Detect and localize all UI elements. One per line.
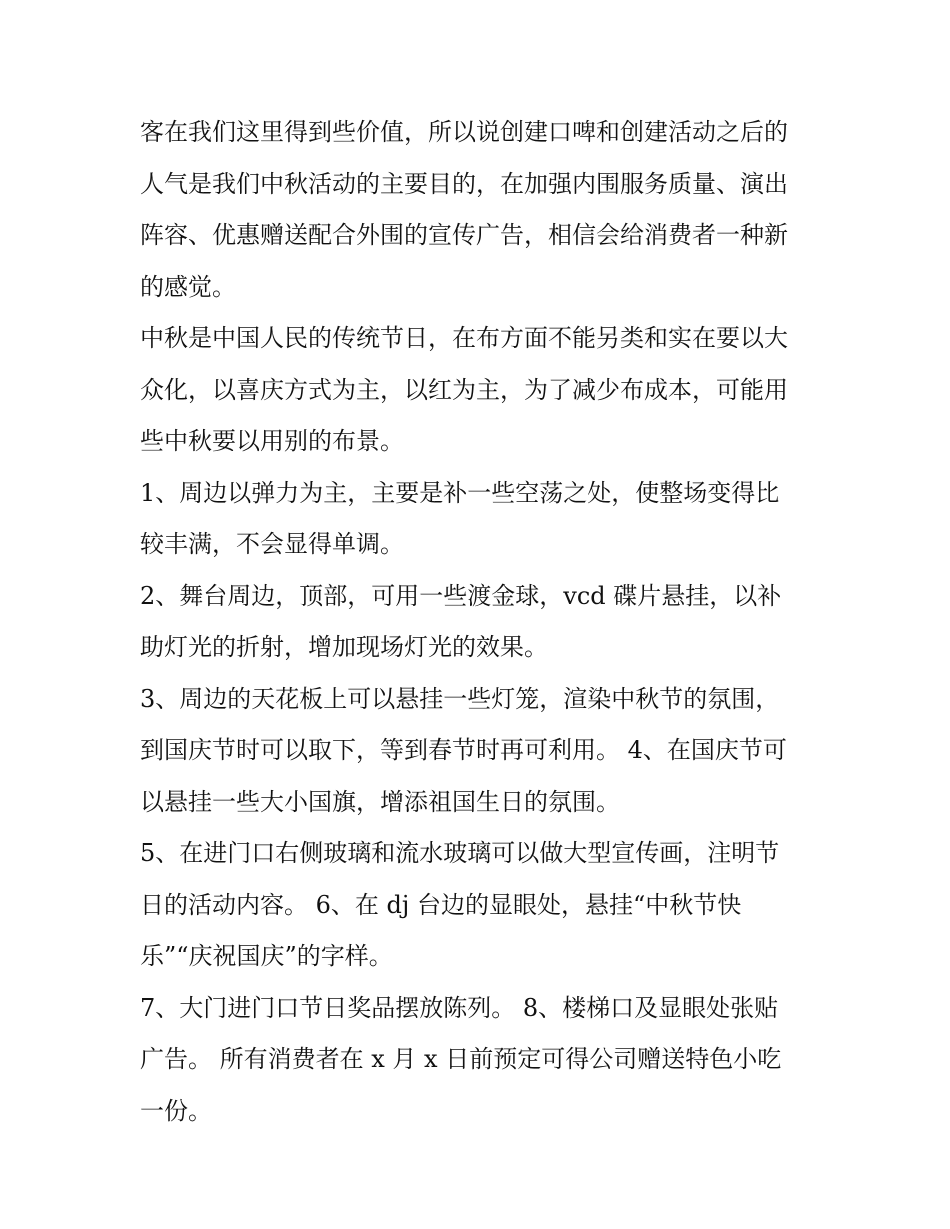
- text-line: 1、周边以弹力为主，主要是补一些空荡之处，使整场变得比: [140, 478, 780, 507]
- text-line: 较丰满，不会显得单调。: [140, 530, 404, 558]
- text-line: 阵容、优惠赠送配合外围的宣传广告，相信会给消费者一种新: [140, 221, 788, 249]
- text-line: 广告。 所有消费者在 x 月 x 日前预定可得公司赠送特色小吃: [140, 1045, 782, 1073]
- text-line: 以悬挂一些大小国旗，增添祖国生日的氛围。: [140, 787, 620, 816]
- document-body: [140, 107, 830, 1137]
- text-line: 到国庆节时可以取下，等到春节时再可利用。 4、在国庆节可: [140, 736, 787, 764]
- text-line: 些中秋要以用别的布景。: [140, 427, 404, 455]
- text-line: 客在我们这里得到些价值，所以说创建口啤和创建活动之后的: [140, 118, 788, 146]
- text-line: 的感觉。: [140, 272, 236, 301]
- text-line: 日的活动内容。 6、在 dj 台边的显眼处，悬挂“中秋节快: [140, 890, 742, 919]
- text-line: 乐”“庆祝国庆”的字样。: [140, 942, 393, 970]
- text-line: 一份。: [140, 1096, 212, 1125]
- text-line: 5、在进门口右侧玻璃和流水玻璃可以做大型宣传画，注明节: [140, 839, 780, 867]
- text-line: 3、周边的天花板上可以悬挂一些灯笼，渲染中秋节的氛围，: [140, 684, 780, 713]
- text-line: 人气是我们中秋活动的主要目的，在加强内围服务质量、演出: [140, 169, 788, 198]
- text-line: 7、大门进门口节日奖品摆放陈列。 8、楼梯口及显眼处张贴: [140, 993, 779, 1022]
- text-line: 中秋是中国人民的传统节日，在布方面不能另类和实在要以大: [140, 324, 788, 352]
- text-line: 众化，以喜庆方式为主，以红为主，为了减少布成本，可能用: [140, 375, 788, 404]
- text-line: 助灯光的折射，增加现场灯光的效果。: [140, 633, 548, 661]
- text-line: 2、舞台周边，顶部，可用一些渡金球，vcd 碟片悬挂，以补: [140, 581, 782, 610]
